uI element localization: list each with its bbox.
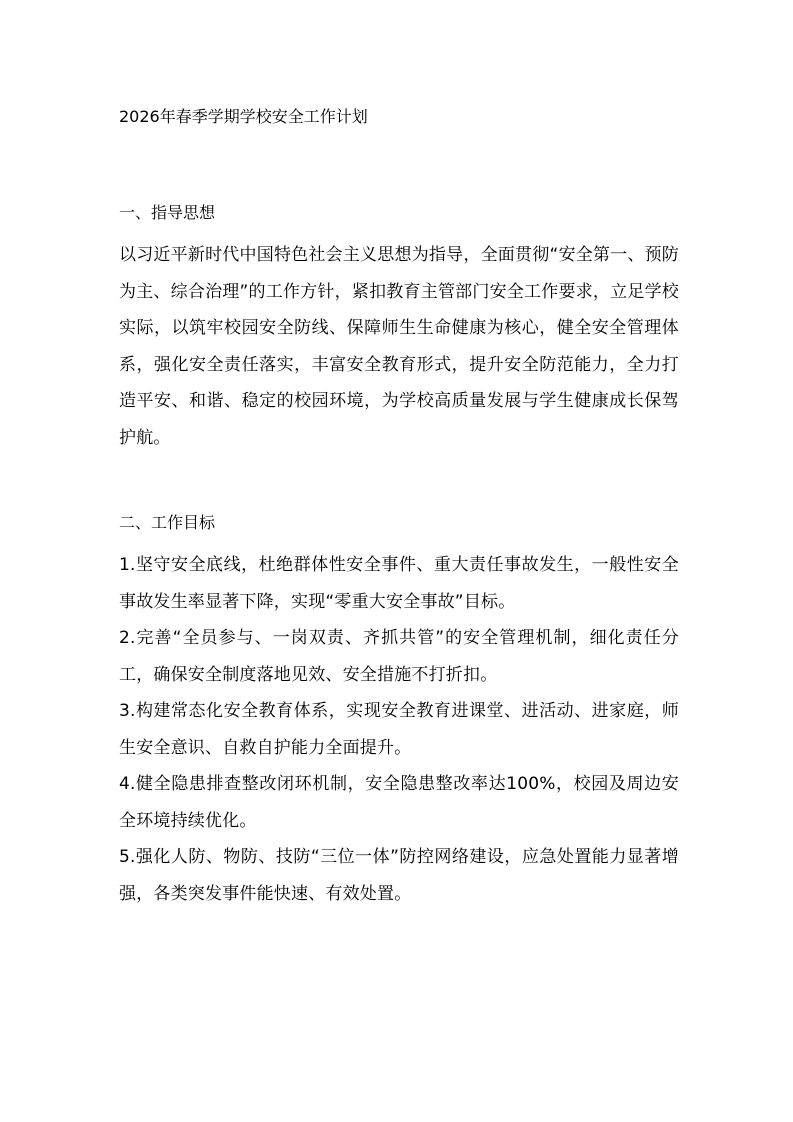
section-heading-guiding-ideology: 一、指导思想 [119, 203, 216, 222]
section-heading-work-goals: 二、工作目标 [119, 513, 216, 532]
list-item: 1.坚守安全底线，杜绝群体性安全事件、重大责任事故发生，一般性安全事故发生率显著下降，实现“零重大安全事故”目标。 [119, 555, 679, 612]
list-item: 3.构建常态化安全教育体系，实现安全教育进课堂、进活动、进家庭，师生安全意识、自救自护能力全面提升。 [119, 701, 679, 758]
document-body [119, 104, 679, 912]
document-title: 2026年春季学期学校安全工作计划 [119, 107, 368, 126]
list-item: 4.健全隐患排查整改闭环机制，安全隐患整改率达100%，校园及周边安全环境持续优化。 [119, 774, 679, 831]
list-item: 5.强化人防、物防、技防“三位一体”防控网络建设，应急处置能力显著增强，各类突发事件能快速、有效处置。 [119, 847, 679, 904]
list-item: 2.完善“全员参与、一岗双责、齐抓共管”的安全管理机制，细化责任分工，确保安全制度落地见效、安全措施不打折扣。 [119, 628, 679, 685]
section-paragraph: 以习近平新时代中国特色社会主义思想为指导，全面贯彻“安全第一、预防为主、综合治理”的工作方针，紧扣教育主管部门安全工作要求，立足学校实际，以筑牢校园安全防线、保障师生生命健康为核心，健全安全管理体系，强化安全责任落实，丰富安全教育形式，提升安全防范能力，全力打造平安、和谐、稳定的校园环境，为学校高质量发展与学生健康成长保驾护航。 [119, 245, 679, 448]
